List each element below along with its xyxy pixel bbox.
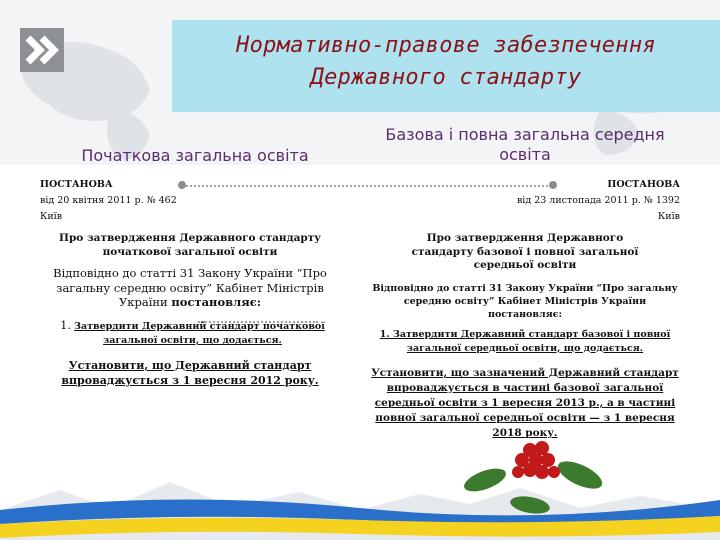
right-subject: Про затвердження Державного стандарту базової і повної загальної середньої освіти [411, 232, 639, 271]
left-effective-date: Установити, що Державний стандарт впроваджується з 1 вересня 2012 року. [61, 359, 319, 387]
right-doc-type: ПОСТАНОВА [607, 179, 680, 190]
right-city: Київ [657, 211, 680, 222]
right-item-text: 1. Затвердити Державний стандарт базової і повної загальної середньої освіти, що додається. [379, 329, 671, 354]
right-basis: Відповідно до статті 31 Закону України “Про загальну середню освіту” Кабінет Міністрів України постановляє: [372, 283, 678, 320]
left-decrees: постановляє: [171, 295, 261, 309]
right-date: від 23 листопада 2011 р. № 1392 [516, 195, 680, 206]
left-doc-type: ПОСТАНОВА [40, 179, 113, 190]
left-item-number: 1. [60, 318, 72, 332]
left-subject: Про затвердження Державного стандарту початкової загальної освіти [59, 232, 321, 258]
right-effective-date: Установити, що зазначений Державний стандарт впроваджується в частині базової загальної середньої освіти з 1 вересня 2013 р., а в частині повної загальної середньої освіти — з 1 вересня 2018 року. [371, 367, 679, 439]
divider-dot-right [549, 181, 557, 189]
viburnum-branch-image [460, 420, 610, 530]
divider-dot-left [178, 181, 186, 189]
left-basis-text: Відповідно до статті 31 Закону України “Про загальну середню освіту” Кабінет Міністрів України [53, 266, 327, 309]
page-title [172, 30, 720, 94]
left-item-1 [50, 318, 335, 348]
title-line-2: Державного стандарту [310, 65, 582, 90]
left-basis [50, 266, 330, 310]
left-item-text: Затвердити Державний стандарт початкової загальної освіти, що додається. [74, 321, 325, 346]
flag-mountains-image [0, 470, 720, 540]
right-item-1 [375, 328, 675, 355]
title-line-1: Нормативно-правове забезпечення [236, 33, 656, 58]
double-chevron-logo-icon [12, 20, 72, 90]
left-date: від 20 квітня 2011 р. № 462 [40, 195, 177, 206]
dotted-divider [182, 185, 552, 187]
right-column-heading: Базова і повна загальна середня освіта [385, 125, 665, 164]
left-city: Київ [40, 211, 63, 222]
left-column-heading: Початкова загальна освіта [81, 146, 309, 165]
